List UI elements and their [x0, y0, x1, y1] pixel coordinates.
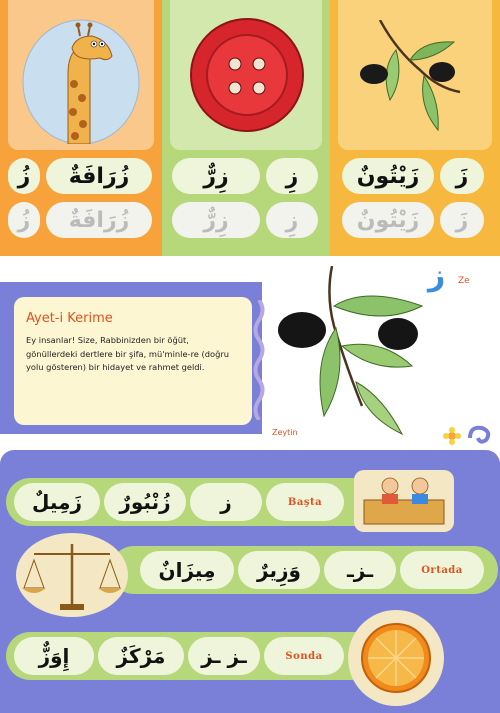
scales-illustration [14, 532, 130, 618]
orange-slice-illustration [346, 608, 446, 708]
word-pill: زُرَافَةٌ [46, 158, 152, 194]
ayet-title: Ayet-i Kerime [26, 311, 113, 326]
word-pill: إِوَزٌّ [14, 637, 94, 675]
form-pill: ز [190, 483, 262, 521]
form-pill: ـز ـز [188, 637, 260, 675]
olive-branch-large-illustration [272, 266, 442, 436]
letter-pill-faded: زَ [440, 202, 484, 238]
word-pill-faded: زِرٌّ [172, 202, 260, 238]
letter-pill: زُ [8, 158, 40, 194]
word-pill: مَرْكَزٌ [98, 637, 184, 675]
letter-pill-faded: زُ [8, 202, 40, 238]
button-illustration [188, 16, 306, 134]
olive-caption: Zeytin [272, 428, 298, 437]
students-illustration [350, 466, 460, 536]
giraffe-illustration [20, 14, 142, 144]
form-pill: ـزـ [324, 551, 396, 589]
wavy-border-decoration [252, 300, 266, 420]
word-pill: زُنْبُورٌ [104, 483, 186, 521]
word-pill: زَمِيلٌ [14, 483, 100, 521]
ayet-card [14, 297, 252, 425]
word-pill: زِرٌّ [172, 158, 260, 194]
position-label: Başta [266, 483, 344, 521]
olive-branch-illustration [350, 20, 470, 142]
word-pill: زَيْتُونٌ [342, 158, 434, 194]
word-pill-faded: زَيْتُونٌ [342, 202, 434, 238]
letter-pill: زِ [266, 158, 318, 194]
letter-pill: زَ [440, 158, 484, 194]
position-label: Sonda [264, 637, 344, 675]
ayet-text: Ey insanlar! Size, Rabbinizden bir öğüt, gönüllerdeki dertlere bir şifa, mü'minle-re (doğru yolu gösteren) bir hidayet ve rahmet geldi. [26, 335, 230, 372]
word-pill-faded: زُرَافَةٌ [46, 202, 152, 238]
position-label: Ortada [400, 551, 484, 589]
letter-heading: ز [428, 258, 446, 293]
word-pill: مِيزَانٌ [140, 551, 234, 589]
flower-decoration-icon [440, 418, 496, 450]
letter-pill-faded: زِ [266, 202, 318, 238]
letter-name: Ze [458, 276, 470, 286]
word-pill: وَزِيرٌ [238, 551, 320, 589]
